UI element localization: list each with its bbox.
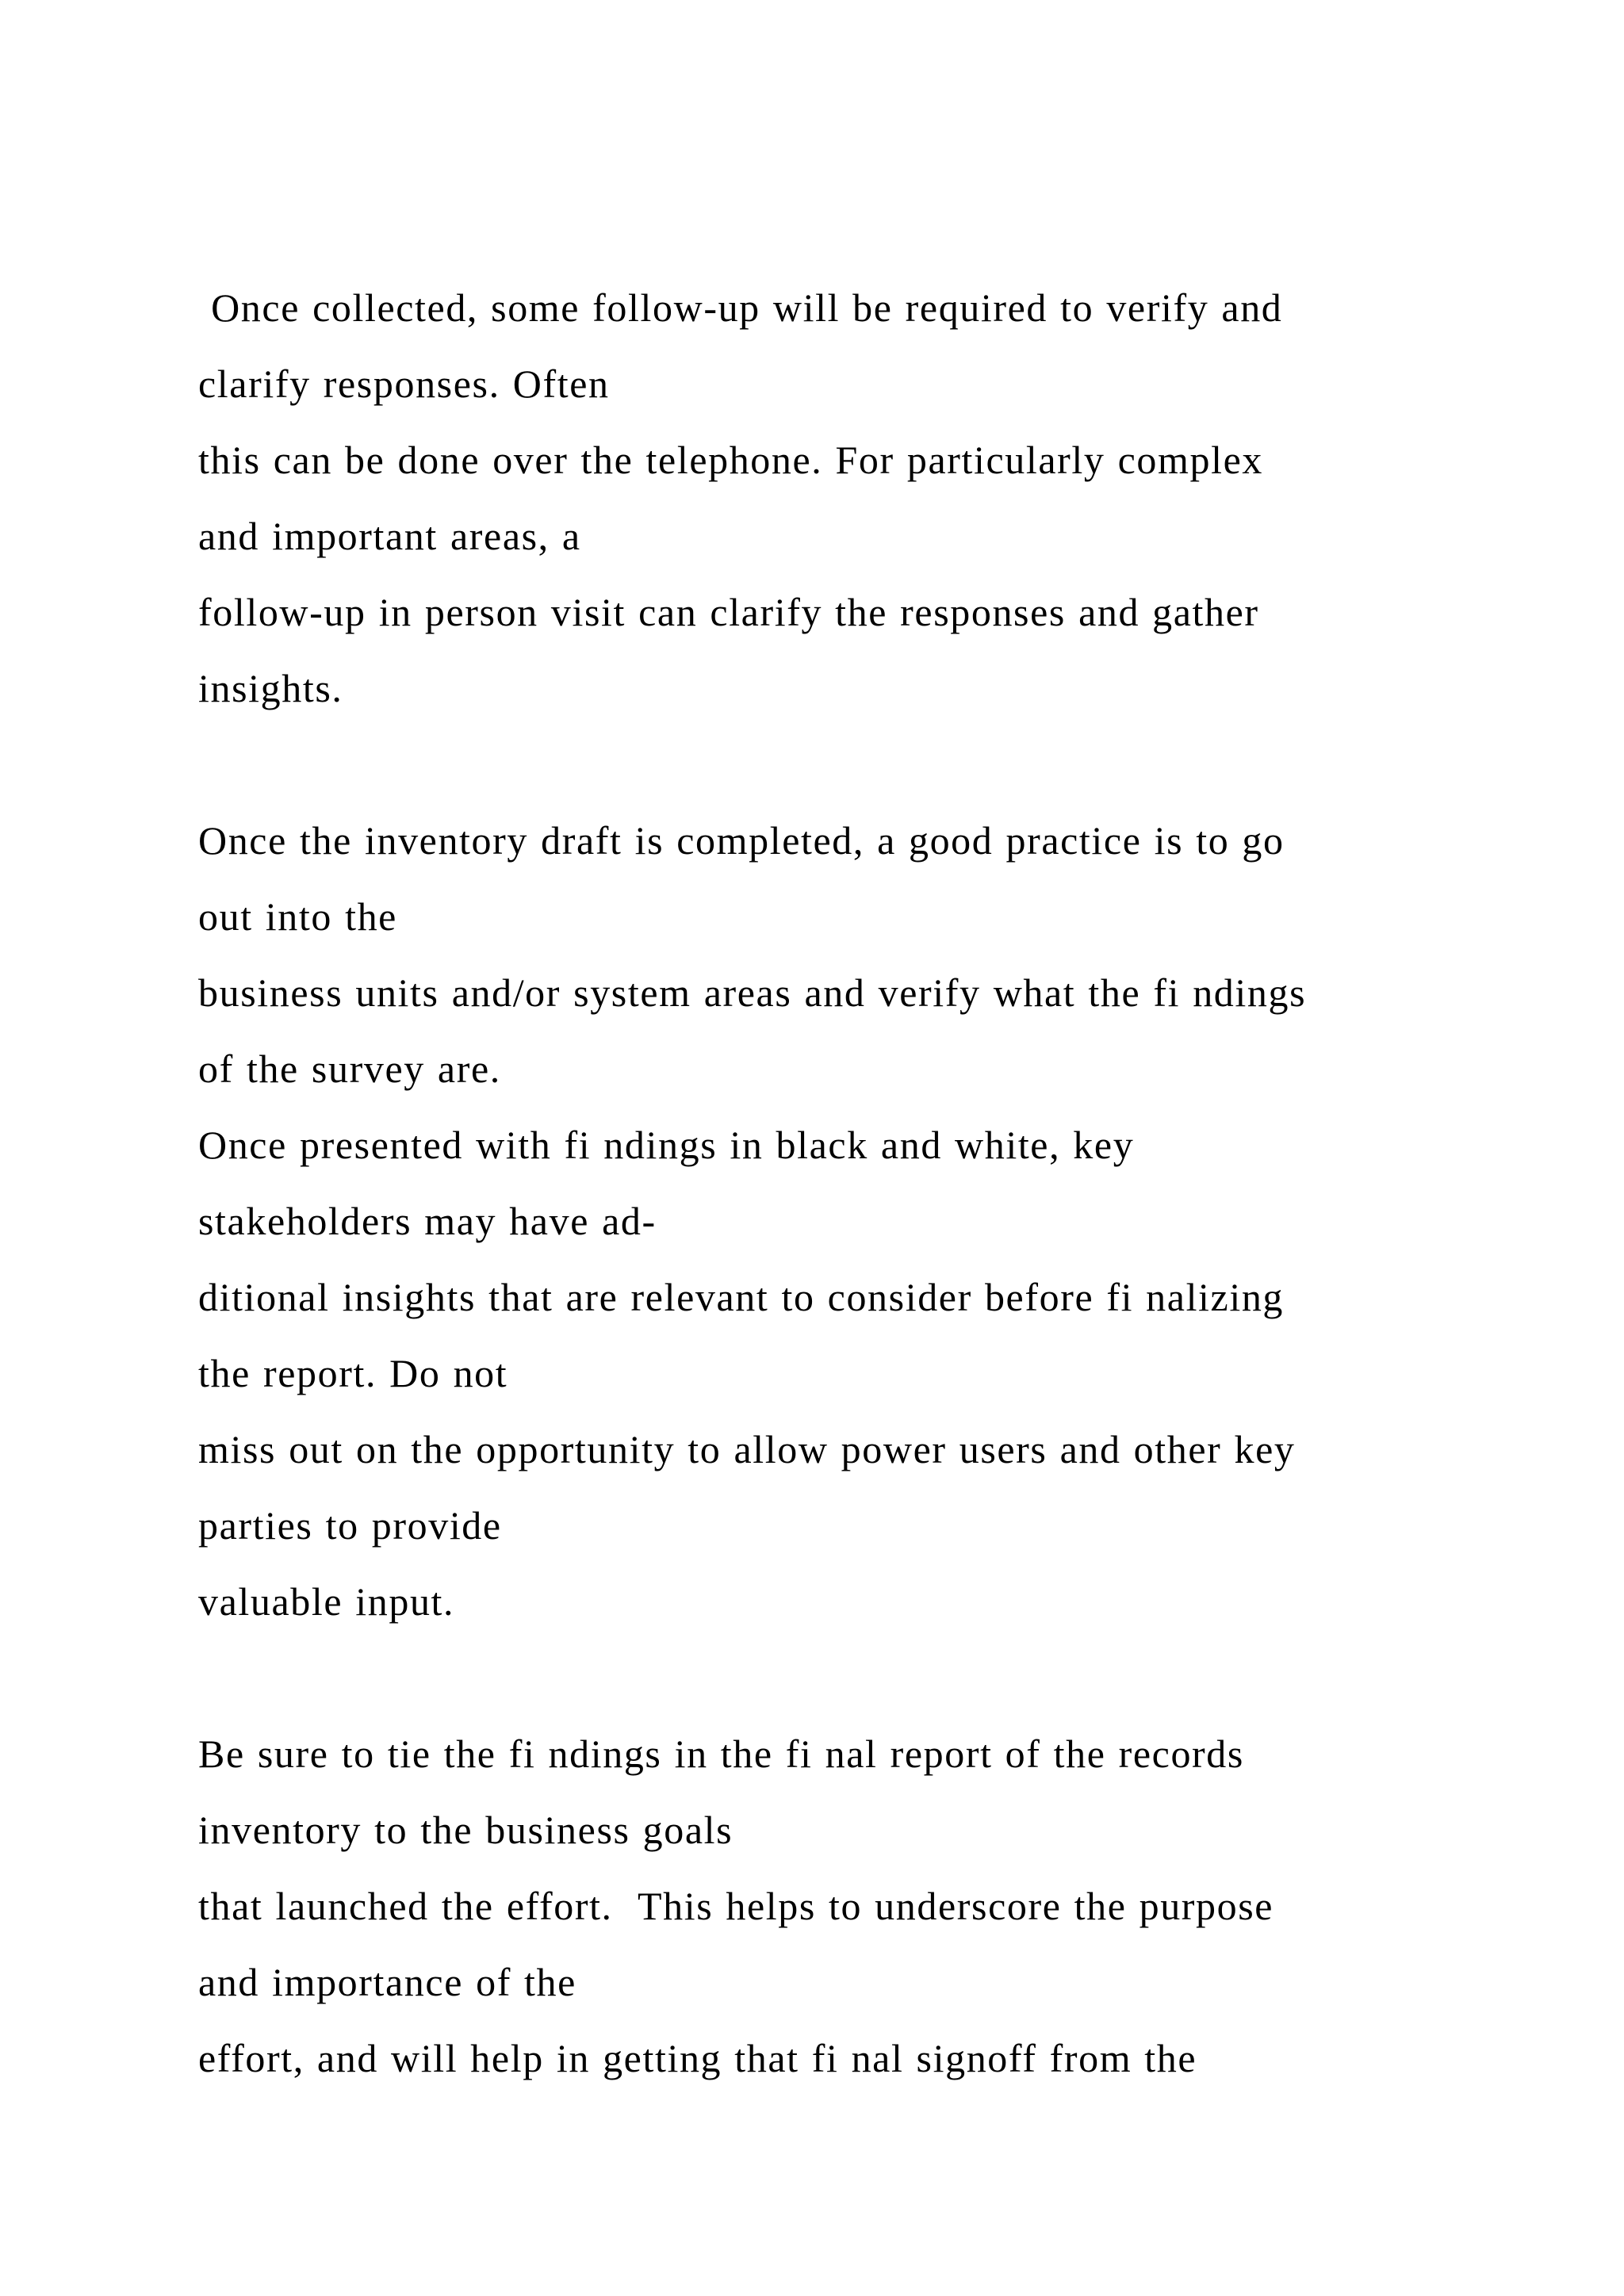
text-line: Once the inventory draft is completed, a good practice is to go (198, 818, 1285, 863)
text-line: Once presented with fi ndings in black and white, key (198, 1123, 1135, 1167)
text-line: insights. (198, 666, 343, 710)
text-line: miss out on the opportunity to allow power users and other key (198, 1427, 1296, 1471)
text-line: ditional insights that are relevant to consider before fi nalizing (198, 1275, 1285, 1319)
text-line: that launched the effort. This helps to underscore the purpose (198, 1884, 1274, 1928)
text-line: of the survey are. (198, 1047, 501, 1091)
text-line: business units and/or system areas and verify what the fi ndings (198, 970, 1307, 1015)
text-line: valuable input. (198, 1579, 455, 1624)
text-line: clarify responses. Often (198, 362, 610, 406)
paragraph-2 (198, 802, 1594, 1640)
paragraph-gap (198, 1640, 1594, 1716)
text-line: parties to provide (198, 1503, 502, 1548)
text-line: Be sure to tie the fi ndings in the fi nal report of the records (198, 1732, 1244, 1776)
text-line: this can be done over the telephone. For particularly complex (198, 438, 1263, 482)
text-line: and important areas, a (198, 514, 581, 558)
document-body (198, 270, 1594, 2096)
text-line: inventory to the business goals (198, 1808, 733, 1852)
text-line: effort, and will help in getting that fi nal signoff from the (198, 2036, 1197, 2080)
text-line: out into the (198, 894, 397, 939)
text-line: and importance of the (198, 1960, 576, 2004)
text-line: follow-up in person visit can clarify the responses and gather (198, 590, 1259, 634)
text-line: stakeholders may have ad- (198, 1199, 657, 1243)
paragraph-1 (198, 270, 1594, 726)
text-line: the report. Do not (198, 1351, 508, 1395)
paragraph-3 (198, 1716, 1594, 2096)
paragraph-gap (198, 726, 1594, 802)
text-line: Once collected, some follow-up will be required to verify and (198, 285, 1283, 330)
